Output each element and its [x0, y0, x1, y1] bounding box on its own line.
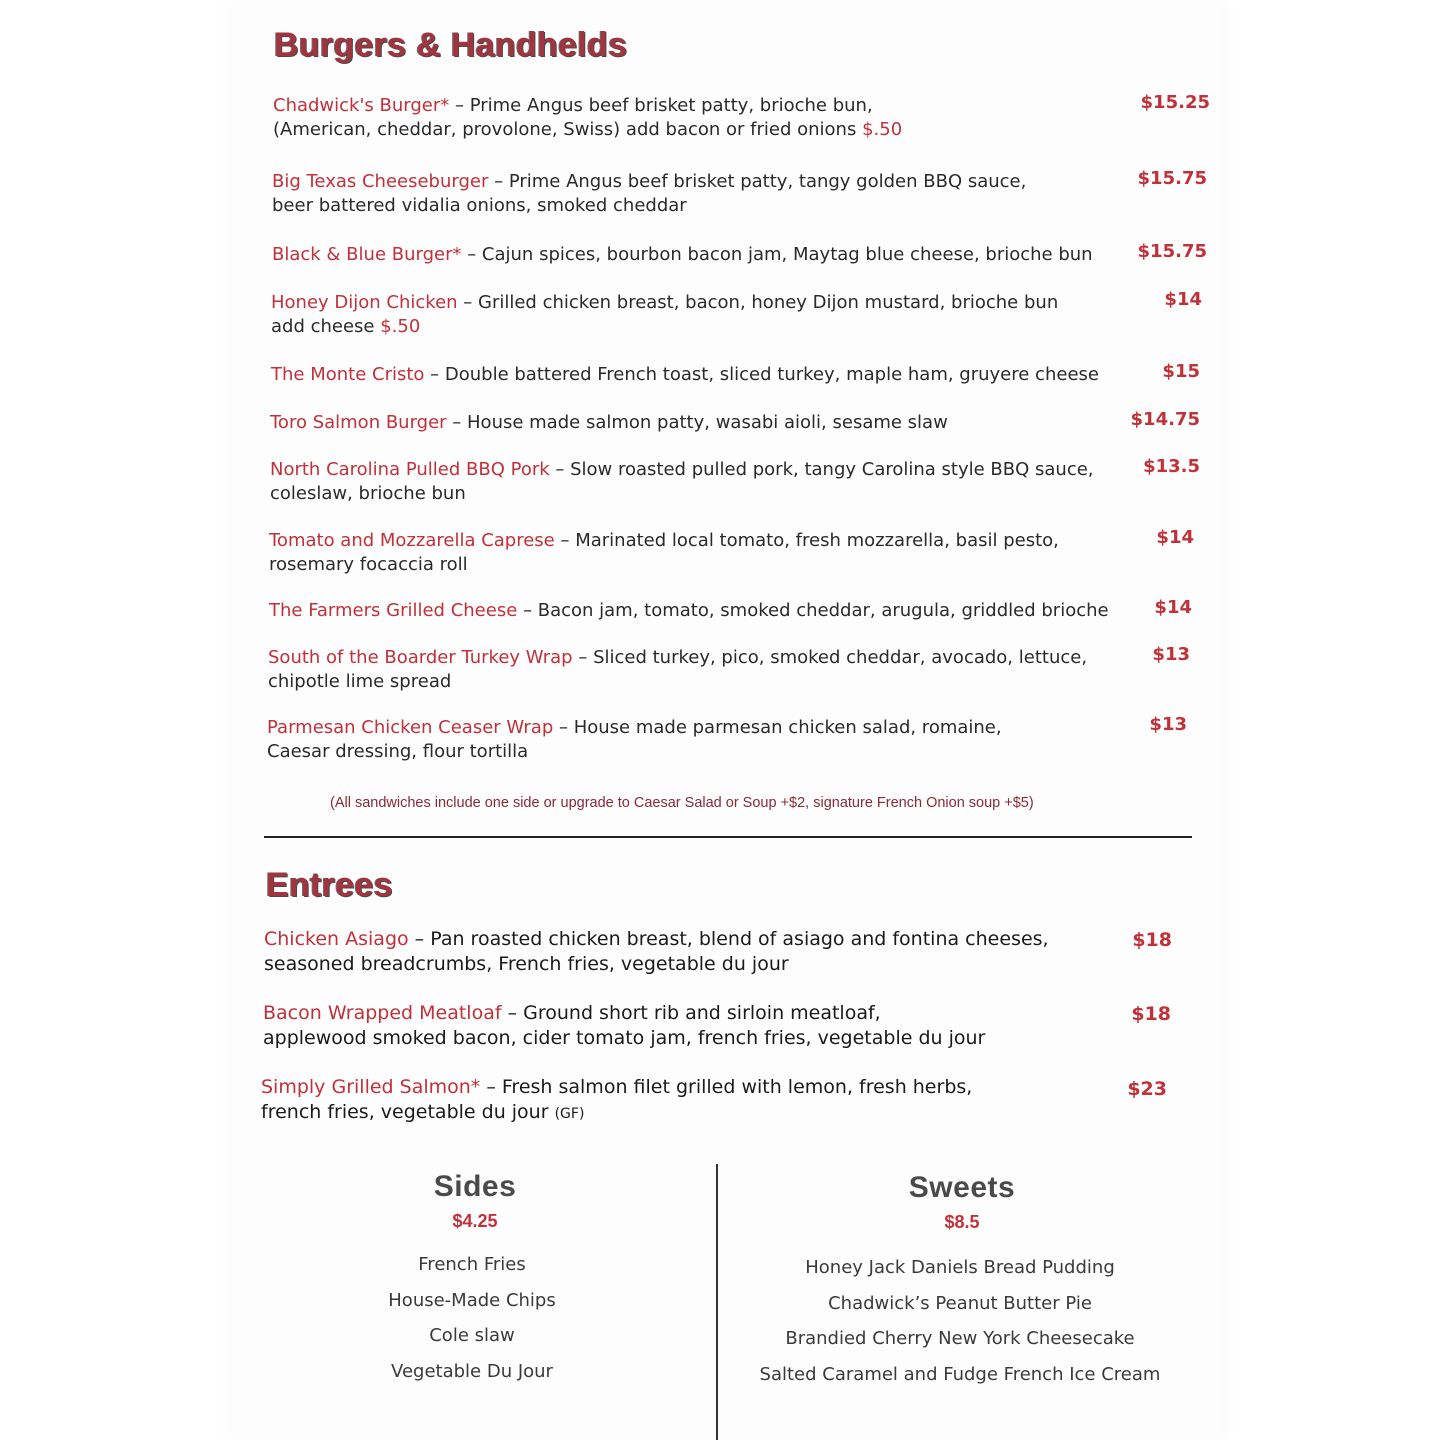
item-addon-price: $.50	[862, 119, 903, 140]
item-price: $13	[1152, 644, 1190, 665]
item-price: $18	[1132, 929, 1172, 951]
item-desc: – House made salmon patty, wasabi aioli, sesame slaw	[446, 412, 948, 433]
item-price: $14	[1156, 527, 1194, 548]
item-name: Black & Blue Burger*	[272, 244, 462, 265]
item-price: $23	[1127, 1078, 1167, 1100]
menu-item	[270, 411, 948, 435]
item-price: $14	[1154, 597, 1192, 618]
item-desc-line2: beer battered vidalia onions, smoked cheddar	[272, 195, 687, 216]
list-item: French Fries	[418, 1254, 526, 1275]
sides-list	[322, 1247, 622, 1389]
item-name: Simply Grilled Salmon*	[261, 1076, 481, 1098]
item-desc: – Marinated local tomato, fresh mozzarella, basil pesto,	[554, 530, 1059, 551]
menu-item	[270, 458, 1094, 506]
column-divider	[716, 1164, 718, 1440]
item-desc-line2: coleslaw, brioche bun	[270, 483, 466, 504]
item-name: Parmesan Chicken Ceaser Wrap	[267, 717, 554, 738]
menu-item	[272, 243, 1093, 267]
list-item: Salted Caramel and Fudge French Ice Cream	[759, 1363, 1161, 1385]
entrees-section-title: Entrees	[266, 866, 393, 904]
menu-item	[261, 1075, 972, 1127]
sandwich-side-note: (All sandwiches include one side or upgrade to Caesar Salad or Soup +$2, signature French Onion soup +$5)	[330, 795, 1034, 811]
item-desc: – Ground short rib and sirloin meatloaf,	[501, 1002, 881, 1024]
list-item: Chadwick’s Peanut Butter Pie	[828, 1292, 1092, 1314]
menu-item	[272, 170, 1026, 218]
item-name: The Monte Cristo	[271, 364, 425, 385]
item-name: Chadwick's Burger*	[273, 95, 450, 116]
item-name: Tomato and Mozzarella Caprese	[269, 530, 555, 551]
menu-item	[269, 529, 1059, 577]
item-desc: – Slow roasted pulled pork, tangy Carolina style BBQ sauce,	[549, 459, 1094, 480]
item-desc: – Prime Angus beef brisket patty, tangy golden BBQ sauce,	[488, 171, 1027, 192]
list-item: Honey Jack Daniels Bread Pudding	[805, 1257, 1115, 1278]
item-name: Bacon Wrapped Meatloaf	[263, 1002, 502, 1024]
sweets-title: Sweets	[908, 1171, 1016, 1204]
item-desc-line2: Caesar dressing, flour tortilla	[267, 741, 529, 762]
item-desc-line2: rosemary focaccia roll	[269, 554, 468, 575]
item-name: Chicken Asiago	[264, 928, 409, 950]
item-name: South of the Boarder Turkey Wrap	[268, 647, 573, 668]
menu-item	[263, 1001, 985, 1051]
item-desc: – Grilled chicken breast, bacon, honey Dijon mustard, brioche bun	[457, 292, 1059, 313]
item-desc: – Fresh salmon filet grilled with lemon, fresh herbs,	[480, 1076, 973, 1098]
item-desc: – Prime Angus beef brisket patty, brioche bun,	[449, 95, 873, 116]
item-desc: – House made parmesan chicken salad, romaine,	[553, 717, 1002, 738]
list-item: Brandied Cherry New York Cheesecake	[785, 1328, 1135, 1349]
item-name: Toro Salmon Burger	[270, 412, 447, 433]
item-name: Big Texas Cheeseburger	[272, 171, 489, 192]
menu-item	[271, 291, 1058, 339]
gluten-free-tag: (GF)	[554, 1106, 585, 1122]
item-desc-line2: (American, cheddar, provolone, Swiss) add bacon or fried onions	[273, 119, 863, 140]
item-addon-price: $.50	[380, 316, 421, 337]
item-price: $14	[1164, 289, 1202, 310]
menu-item	[269, 599, 1109, 623]
list-item: Vegetable Du Jour	[391, 1360, 553, 1382]
item-desc-line2: french fries, vegetable du jour	[261, 1101, 555, 1123]
item-desc-line2: add cheese	[271, 316, 381, 337]
item-name: The Farmers Grilled Cheese	[269, 600, 518, 621]
menu-item	[267, 716, 1002, 764]
item-price: $15.75	[1137, 168, 1207, 189]
item-name: North Carolina Pulled BBQ Pork	[270, 459, 550, 480]
menu-item	[273, 94, 902, 142]
list-item: Cole slaw	[429, 1325, 515, 1346]
item-desc: – Double battered French toast, sliced turkey, maple ham, gruyere cheese	[424, 364, 1099, 385]
sweets-price: $8.5	[944, 1212, 980, 1232]
sides-title: Sides	[433, 1170, 517, 1203]
item-price: $13	[1149, 714, 1187, 735]
item-desc: – Cajun spices, bourbon bacon jam, Maytag blue cheese, brioche bun	[461, 244, 1093, 265]
item-price: $18	[1131, 1003, 1171, 1025]
burgers-section-title: Burgers & Handhelds	[274, 26, 628, 64]
list-item: House-Made Chips	[388, 1289, 556, 1311]
item-price: $15.25	[1140, 92, 1210, 113]
item-price: $13.5	[1143, 456, 1200, 477]
menu-item	[264, 927, 1049, 977]
item-desc: – Pan roasted chicken breast, blend of asiago and fontina cheeses,	[408, 928, 1049, 950]
item-name: Honey Dijon Chicken	[271, 292, 458, 313]
item-desc-line2: applewood smoked bacon, cider tomato jam, french fries, vegetable du jour	[263, 1027, 986, 1049]
menu-item	[271, 363, 1099, 387]
item-price: $15	[1162, 361, 1200, 382]
sweets-list	[740, 1250, 1180, 1392]
item-desc-line2: seasoned breadcrumbs, French fries, vegetable du jour	[264, 953, 789, 975]
item-price: $15.75	[1137, 241, 1207, 262]
item-desc-line2: chipotle lime spread	[268, 671, 452, 692]
item-desc: – Sliced turkey, pico, smoked cheddar, avocado, lettuce,	[572, 647, 1088, 668]
item-desc: – Bacon jam, tomato, smoked cheddar, arugula, griddled brioche	[517, 600, 1109, 621]
menu-item	[268, 646, 1087, 694]
item-price: $14.75	[1130, 409, 1200, 430]
section-divider	[264, 836, 1192, 838]
sides-price: $4.25	[452, 1211, 498, 1231]
